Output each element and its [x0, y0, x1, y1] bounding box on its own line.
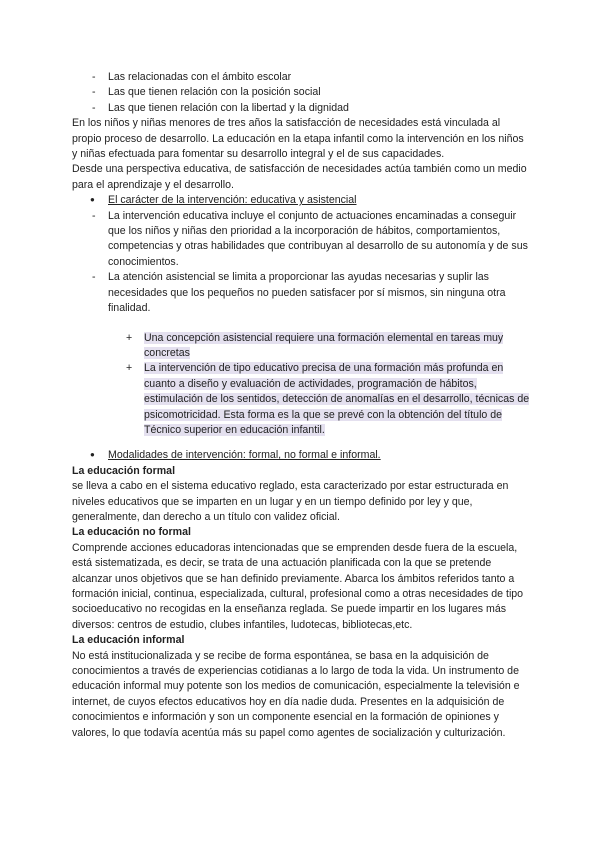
paragraph-no-formal: Comprende acciones educadoras intencionadas que se emprenden desde fuera de la escuela, está sistematizada, es decir, se trata de una actuación planificada con la que se pretende alcanzar unos objetivos que se han definido previamente. Abarca los ámbitos referidos tanto a formación inicial, continua, especializada, cultural, profesional como a otras necesidades de tipo socioeducativo no recogidas en la enseñanza reglada. Se puede impartir en los lugares más diversos: centros de estudio, clubes infantiles, ludotecas, bibliotecas,etc.	[72, 541, 524, 631]
paragraph-development: En los niños y niñas menores de tres años la satisfacción de necesidades está vinculada al propio proceso de desarrollo. La educación en la etapa infantil como la intervención en los niños y niñas efectuada para fomentar su desarrollo integral y el de sus capacidades.	[72, 117, 524, 161]
list-item: - Las que tienen relación con la posición social	[72, 85, 530, 100]
list-item	[72, 193, 530, 208]
paragraph-informal: No está institucionalizada y se recibe de forma espontánea, se basa en la adquisición de conocimientos a través de experiencias cotidianas a lo largo de toda la vida. Un instrumento de educación informal muy potente son los medios de comunicación, especialmente la televisión e internet, de cuyos efectos educativos hoy en día nadie duda. Presentes en la adquisición de conocimientos e información y son un componente esencial en la formación de opiniones y valores, lo que todavía acentúa más su papel como agentes de socialización y culturización.	[72, 649, 520, 739]
list-item	[72, 448, 530, 463]
training-list	[72, 331, 530, 439]
section-title: El carácter de la intervención: educativa y asistencial	[108, 194, 357, 207]
list-item: - La atención asistencial se limita a proporcionar las ayudas necesarias y suplir las necesidades que los pequeños no pueden satisfacer por sí mismos, sin ninguna otra finalidad.	[72, 270, 530, 316]
heading-formal: La educación formal	[72, 464, 176, 477]
list-item: - La intervención educativa incluye el conjunto de actuaciones encaminadas a conseguir que los niños y niñas den prioridad a la incorporación de hábitos, comportamientos, competencias y otras habilidades que contribuyan al desarrollo de su autonomía y de sus conocimientos.	[72, 209, 530, 271]
paragraph-perspective: Desde una perspectiva educativa, de satisfacción de necesidades actúa también como un medio para el aprendizaje y el desarrollo.	[72, 163, 527, 191]
bullet-modalities	[72, 448, 530, 463]
intervention-list	[72, 209, 530, 317]
list-item	[72, 331, 530, 362]
heading-informal: La educación informal	[72, 634, 185, 647]
bullet-character	[72, 193, 530, 208]
list-item: - Las que tienen relación con la libertad y la dignidad	[72, 101, 530, 116]
paragraph-formal: se lleva a cabo en el sistema educativo reglado, esta caracterizado por estar estructurada en niveles educativos que se imparten en un lugar y en un tiempo definido por ley y que, generalmente, dan derecho a un título con validez oficial.	[72, 480, 509, 523]
section-title: Modalidades de intervención: formal, no formal e informal.	[108, 449, 381, 462]
highlighted-block	[72, 331, 530, 439]
highlighted-text: La intervención de tipo educativo precisa de una formación más profunda en cuanto a diseño y evaluación de actividades, programación de hábitos, estimulación de los sentidos, detección de anomalías en el desarrollo, técnicas de psicomotricidad. Esta forma es la que se prevé con la obtención del título de Técnico superior en educación infantil.	[144, 362, 530, 436]
list-item: - Las relacionadas con el ámbito escolar	[72, 70, 530, 85]
needs-list	[72, 70, 530, 116]
list-item	[72, 361, 530, 438]
heading-no-formal: La educación no formal	[72, 526, 191, 539]
highlighted-text: Una concepción asistencial requiere una formación elemental en tareas muy concretas	[144, 331, 504, 359]
